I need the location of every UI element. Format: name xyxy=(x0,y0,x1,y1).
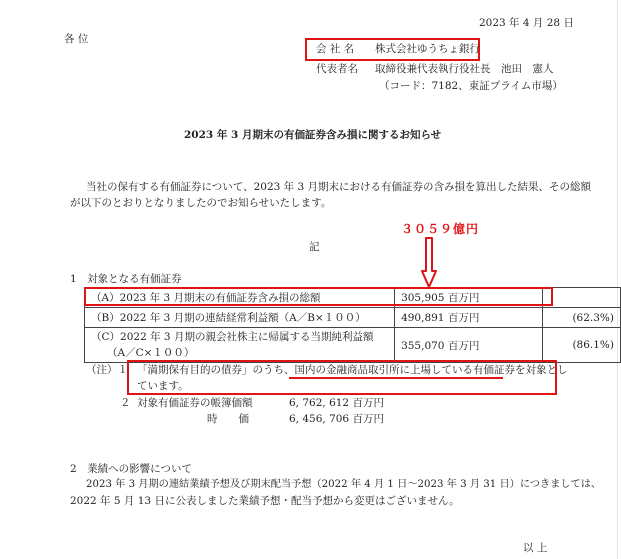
book-value-label: 対象有価証券の帳簿価額 xyxy=(137,397,253,409)
row-c-label: （C）2022 年 3 月期の親会社株主に帰属する当期純利益額 xyxy=(91,331,374,343)
company-name: 株式会社ゆうちょ銀行 xyxy=(375,43,480,55)
intro-line-2: が以下のとおりとなりましたのでお知らせいたします。 xyxy=(70,197,332,209)
note-2-number: ２ xyxy=(120,397,131,409)
page-edge xyxy=(617,0,618,559)
document-date: 2023 年 4 月 28 日 xyxy=(479,17,574,29)
row-c-value: 355,070 百万円 xyxy=(395,328,543,363)
section-2-heading: 2 業績への影響について xyxy=(70,463,192,475)
market-value-label: 時 価 xyxy=(207,413,249,425)
row-c-label-2: （A／C×１００） xyxy=(107,347,195,359)
down-arrow-icon xyxy=(420,237,438,289)
note-line-2: ています。 xyxy=(137,380,189,392)
addressee: 各 位 xyxy=(64,33,89,45)
row-a-value: 305,905 百万円 xyxy=(395,288,543,308)
note-label: （注）１ xyxy=(86,364,128,376)
total-loss-highlight xyxy=(84,287,553,306)
representative-name: 取締役兼代表執行役社長 池田 憲人 xyxy=(375,63,554,75)
book-value: 6, 762, 612 百万円 xyxy=(289,397,384,409)
table-row xyxy=(85,328,621,363)
document-title: 2023 年 3 月期末の有価証券含み損に関するお知らせ xyxy=(184,129,442,141)
loss-amount-annotation: ３０５９億円 xyxy=(401,222,480,236)
row-c-pct: (86.1%) xyxy=(542,328,620,363)
company-label: 会 社 名 xyxy=(316,43,355,55)
closing-marker: 以 上 xyxy=(523,542,548,554)
row-b-value: 490,891 百万円 xyxy=(395,308,543,328)
section-2-line-1: 2023 年 3 月期の連結業績予想及び期末配当予想（2022 年 4 月 1 日～2023 年 3 月 31 日）につきましては、 xyxy=(86,479,602,490)
row-a-label: （A）2023 年 3 月期末の有価証券含み損の総額 xyxy=(85,288,395,308)
note-line-1: 「満期保有目的の債券」のうち、国内の金融商品取引所に上場している有価証券を対象とし xyxy=(137,364,568,376)
section-2-line-2: 2022 年 5 月 13 日に公表しました業績予想・配当予想から変更はございません。 xyxy=(70,495,460,507)
ki-marker: 記 xyxy=(309,241,320,253)
row-a-pct xyxy=(542,288,620,308)
section-1-heading: 1 対象となる有価証券 xyxy=(70,273,182,285)
listed-securities-underline xyxy=(289,377,503,379)
stock-code: （コード：7182、東証プライム市場） xyxy=(379,80,563,92)
row-b-pct: (62.3%) xyxy=(542,308,620,328)
row-b-label: （B）2022 年 3 月期の連結経常利益額（A／B×１００） xyxy=(85,308,395,328)
table-row xyxy=(85,308,621,328)
representative-label: 代表者名 xyxy=(316,63,358,75)
intro-line-1: 当社の保有する有価証券について、2023 年 3 月期末における有価証券の含み損を算出した結果、その総額 xyxy=(86,181,591,193)
market-value: 6, 456, 706 百万円 xyxy=(289,413,384,425)
